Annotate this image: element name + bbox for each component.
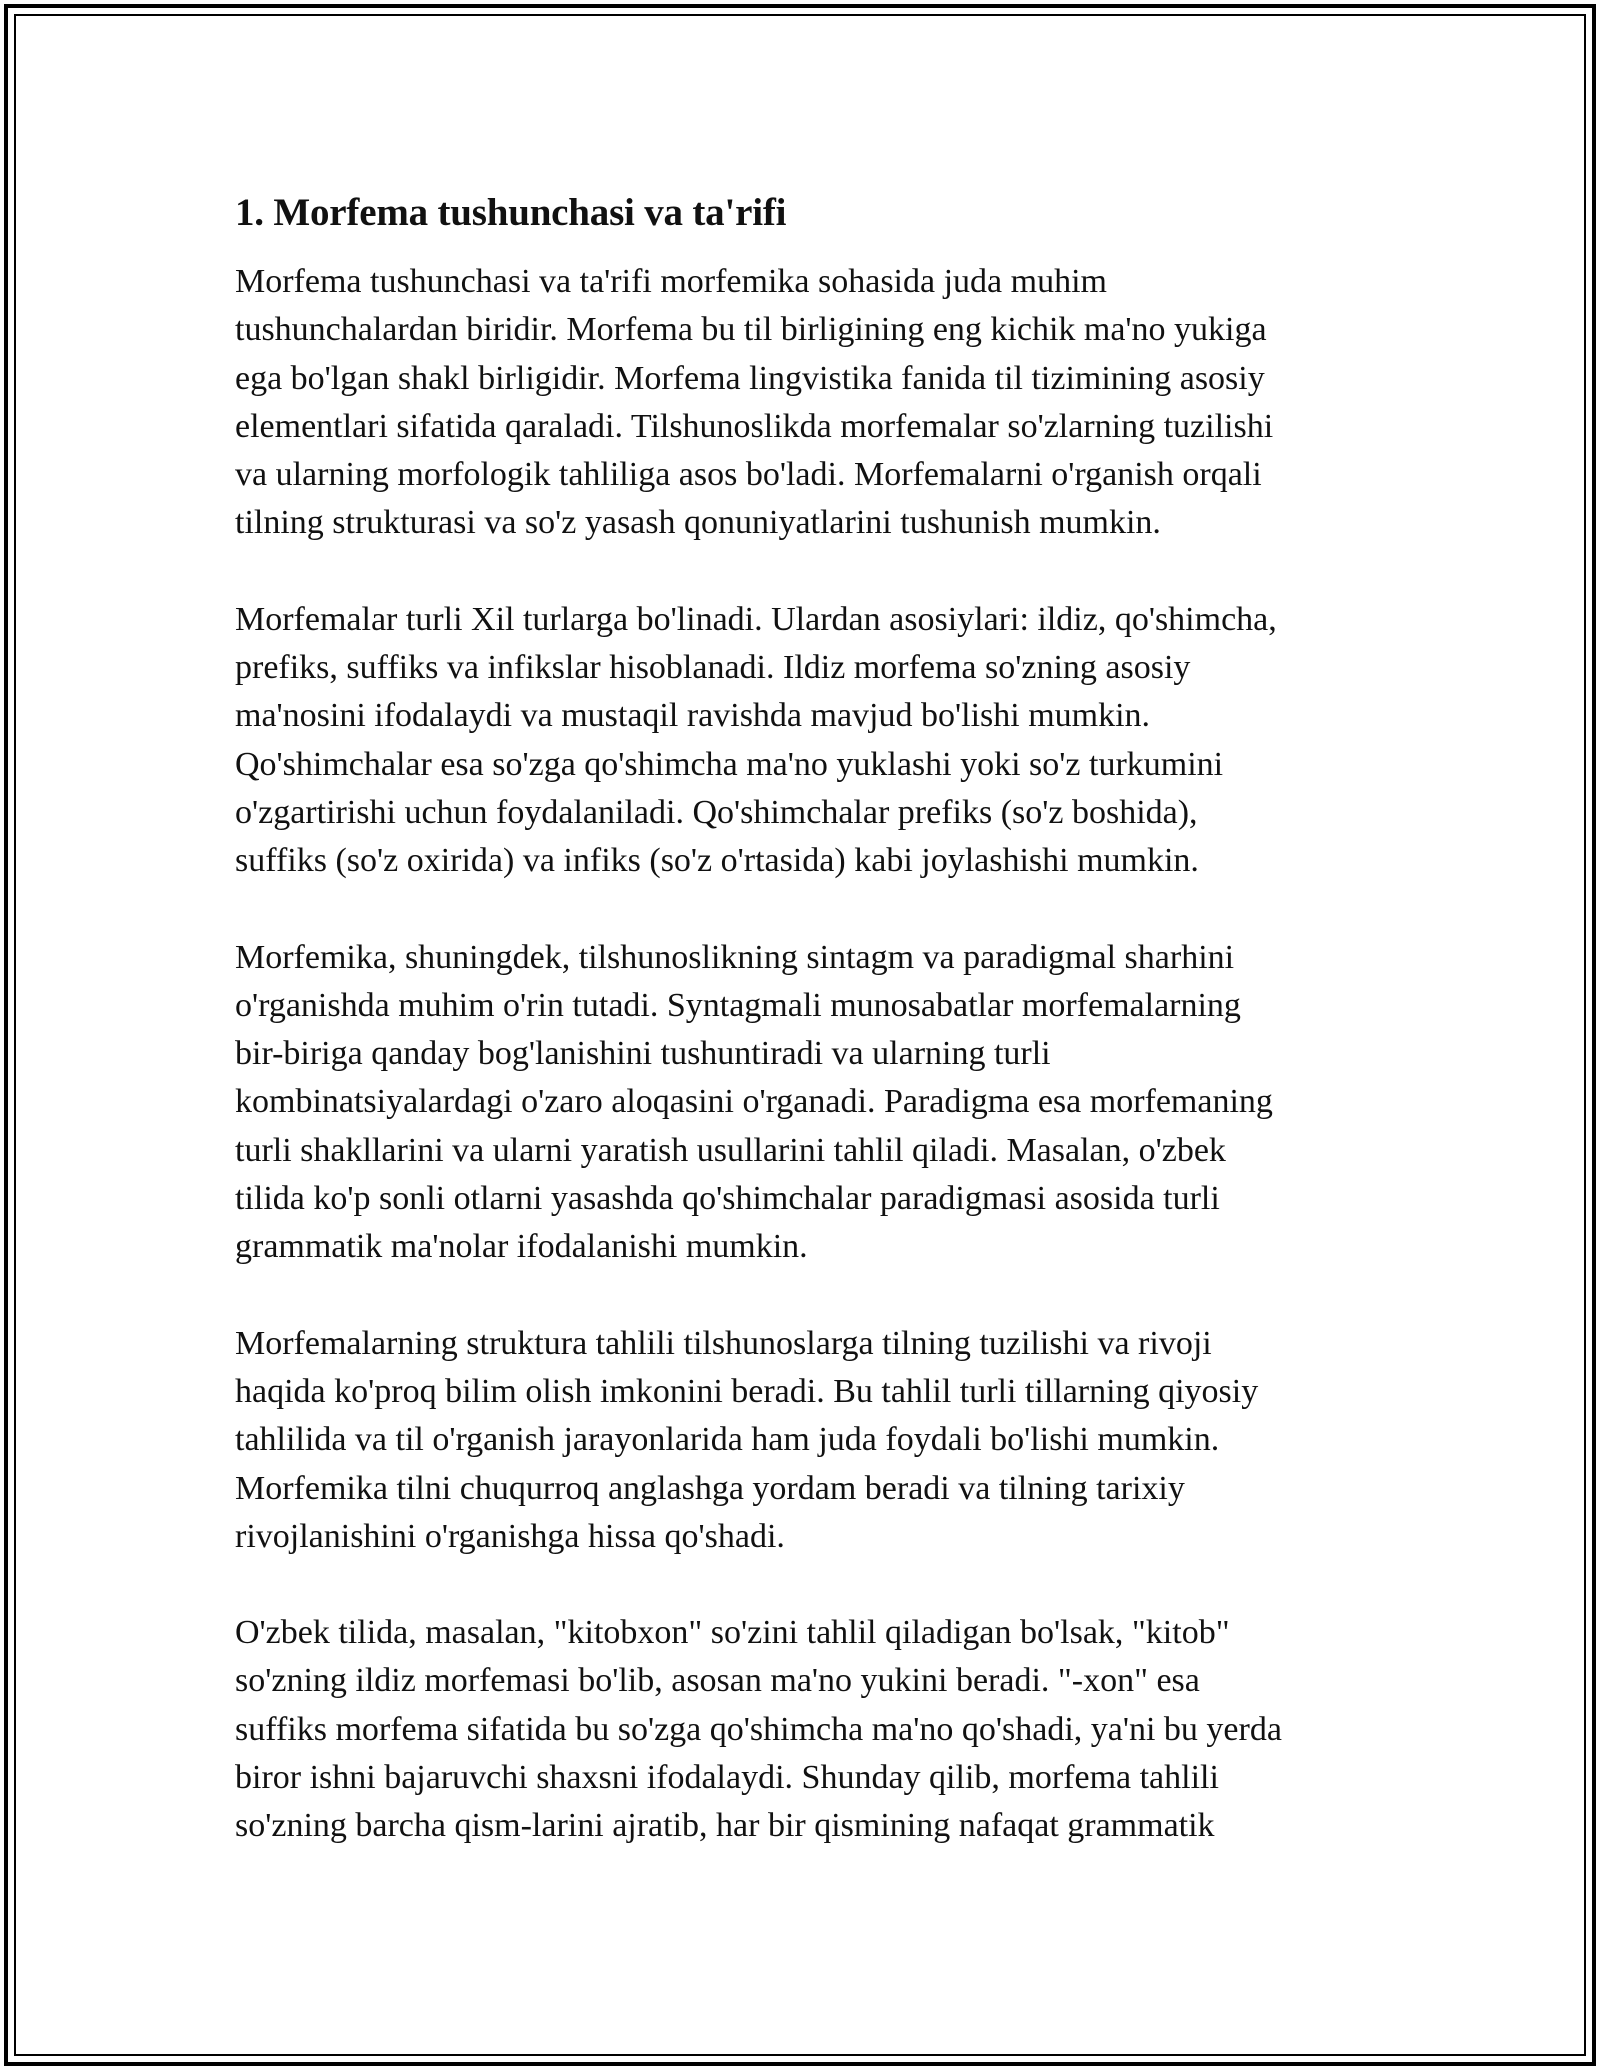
paragraph-structural-analysis: Morfemalarning struktura tahlili tilshunoslarga tilning tuzilishi va rivoji haqida ko'proq bilim olish imkonini beradi. Bu tahlil turli tillarning qiyosiy tahlilida va til o'rganish jarayonlarida ham juda foydali bo'lishi mumkin. Morfemika tilni chuqurroq anglashga yordam beradi va tilning tarixiy rivojlanishini o'rganishga hissa qo'shadi. <box>235 1324 1259 1555</box>
document-body <box>235 186 1375 1899</box>
paragraph-morpheme-types: Morfemalar turli Xil turlarga bo'linadi. Ulardan asosiylari: ildiz, qo'shimcha, prefiks, suffiks va infikslar hisoblanadi. Ildiz morfema so'zning asosiy ma'nosini ifodalaydi va mustaqil ravishda mavjud bo'lishi mumkin. Qo'shimchalar esa so'zga qo'shimcha ma'no yuklashi yoki so'z turkumini o'zgartirishi uchun foydalaniladi. Qo'shimchalar prefiks (so'z boshida), suffiks (so'z oxirida) va infiks (so'z o'rtasida) kabi joylashishi mumkin. <box>235 600 1277 880</box>
section-heading: 1. Morfema tushunchasi va ta'rifi <box>235 191 787 234</box>
paragraph-syntagm-paradigm: Morfemika, shuningdek, tilshunoslikning sintagm va paradigmal sharhini o'rganishda muhim o'rin tutadi. Syntagmali munosabatlar morfemalarning bir-biriga qanday bog'lanishini tushuntiradi va ularning turli kombinatsiyalardagi o'zaro aloqasini o'rganadi. Paradigma esa morfemaning turli shakllarini va ularni yaratish usullarini tahlil qiladi. Masalan, o'zbek tilida ko'p sonli otlarni yasashda qo'shimchalar paradigmasi asosida turli grammatik ma'nolar ifodalanishi mumkin. <box>235 938 1273 1266</box>
paragraph-definition: Morfema tushunchasi va ta'rifi morfemika sohasida juda muhim tushunchalardan biridir. Morfema bu til birligining eng kichik ma'no yukiga ega bo'lgan shakl birligidir. Morfema lingvistika fanida til tizimining asosiy elementlari sifatida qaraladi. Tilshunoslikda morfemalar so'zlarning tuzilishi va ularning morfologik tahliliga asos bo'ladi. Morfemalarni o'rganish orqali tilning strukturasi va so'z yasash qonuniyatlarini tushunish mumkin. <box>235 263 1274 542</box>
paragraph-example: O'zbek tilida, masalan, "kitobxon" so'zini tahlil qiladigan bo'lsak, "kitob" so'zning ildiz morfemasi bo'lib, asosan ma'no yukini beradi. "-xon" esa suffiks morfema sifatida bu so'zga qo'shimcha ma'no qo'shadi, ya'ni bu yerda biror ishni bajaruvchi shaxsni ifodalaydi. Shunday qilib, morfema tahlili so'zning barcha qism-larini ajratib, har bir qismining nafaqat grammatik <box>235 1614 1282 1845</box>
